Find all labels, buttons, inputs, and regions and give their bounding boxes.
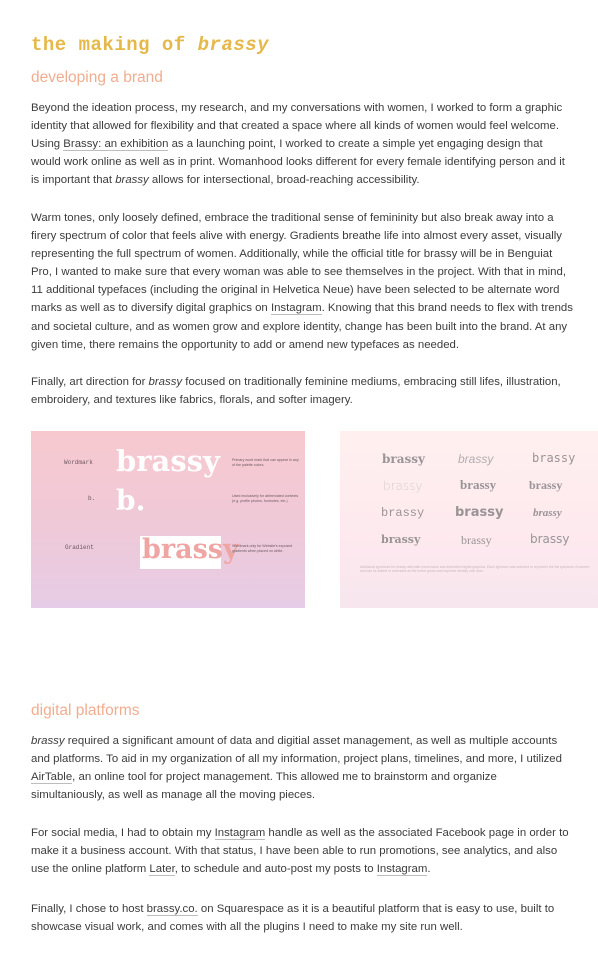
gradient-wordmark-box <box>140 534 239 569</box>
typeface-mark: brassy <box>382 452 425 466</box>
typeface-mark: brassy <box>458 452 494 466</box>
typeface-mark: brassy <box>460 477 497 492</box>
page-title <box>31 34 269 56</box>
wordmark-label: Wordmark <box>64 459 93 466</box>
typeface-mark: brassy <box>381 506 425 520</box>
paragraph-ideation: Beyond the ideation process, my research, and my conversations with women, I worked to form a graphic identity that allowed for flexibility and that created a space where all kinds of women would feel welcome. Using Brassy: an exhibition as a launching point, I worked to create a simple yet engaging design that would work online as well as in print. Womanhood looks different for every female identifying person and it is important that brassy allows for intersectional, broad-reaching accessibility. <box>31 102 565 187</box>
typeface-mark: brassy <box>381 533 421 546</box>
wordmark-gradient: brassy <box>142 534 239 565</box>
typefaces-sheet-image <box>340 431 598 608</box>
typeface-mark: brassy <box>532 451 576 465</box>
typeface-mark: brassy <box>383 479 423 493</box>
paragraph-social-media: For social media, I had to obtain my Instagram handle as well as the associated Facebook page in order to make it a business account. With that status, I have been able to run promotions, see analytics, and also use the online platform Later, to schedule and auto-post my posts to Instagram. <box>31 827 569 876</box>
link-airtable[interactable]: AirTable <box>31 771 73 784</box>
typeface-mark: brassy <box>529 478 563 492</box>
typeface-mark: brassy <box>455 505 504 520</box>
section-heading-digital-platforms: digital platforms <box>31 702 140 719</box>
paragraph-hosting: Finally, I chose to host brassy.co. on Squarespace as it is a beautiful platform that is easy to use, built to showcase visual work, and comes with all the plugins I need to make my site run well. <box>31 903 555 934</box>
link-instagram-handle[interactable]: Instagram <box>214 827 266 839</box>
section-heading-developing-a-brand: developing a brand <box>31 69 163 86</box>
title-brand: brassy <box>197 34 270 56</box>
wordmark-gradient-desc: Wordmark only for Website's exposed gradients when placed on white. <box>232 544 293 553</box>
title-prefix: the making of <box>31 34 186 56</box>
b-label: b. <box>88 495 96 502</box>
link-brassy-co[interactable]: brassy.co. <box>146 903 198 915</box>
link-instagram[interactable]: Instagram <box>270 302 322 315</box>
typeface-mark: brassy <box>530 532 570 546</box>
typefaces-caption: Additional typefaces for brassy alternate word marks and diversified digital graphics. Each typeface was selected to represent the full spectrum of women and can be added or amended as the brand grows and explores identity over time. <box>360 565 590 574</box>
paragraph-art-direction: Finally, art direction for brassy focused on traditionally feminine mediums, embracing still lifes, illustration, embroidery, and textures like fabrics, florals, and softer imagery. <box>31 376 561 407</box>
wordmark-primary: brassy <box>116 444 220 478</box>
wordmark-b-desc: Used exclusively for abbreviated contexts (e.g. profile photos, footnotes, etc.) <box>232 494 299 503</box>
wordmark-primary-desc: Primary word mark that can appear in any of the palette colors. <box>232 458 299 467</box>
gradient-label: Gradient <box>65 544 94 551</box>
wordmark-sheet-image <box>31 431 305 608</box>
link-later[interactable]: Later <box>149 863 175 876</box>
typeface-mark: brassy <box>461 533 492 547</box>
link-instagram-posts[interactable]: Instagram <box>376 863 428 876</box>
paragraph-data-management: brassy required a significant amount of data and digitial asset management, as well as multiple accounts and platforms. To aid in my organization of all my information, project plans, timelines, and more, I utilized AirTable, an online tool for project management. This allowed me to brainstorm and organize simultaniously, as well as manage all the moving pieces. <box>31 735 562 802</box>
typeface-mark: brassy <box>533 507 562 519</box>
wordmark-b: b. <box>116 484 146 517</box>
paragraph-warm-tones: Warm tones, only loosely defined, embrace the traditional sense of femininity but also break away into a firery spectrum of color that feels alive with energy. Gradients breathe life into almost every asset, visually representing the full spectrum of women. Additionally, while the official title for brassy will be in Benguiat Pro, I wanted to make sure that every woman was able to see themselves in the project. With that in mind, 11 additional typefaces (including the original in Helvetica Neue) have been selected to be alternate word marks as well as to diversify digital graphics on Instagram. Knowing that this brand needs to flex with trends and societal culture, and as women grow and explore identity, change has been built into the brand. At any given time, there remains the opportunity to add or amend new typefaces as needed. <box>31 212 573 351</box>
link-brassy-exhibition[interactable]: Brassy: an exhibition <box>63 138 169 151</box>
